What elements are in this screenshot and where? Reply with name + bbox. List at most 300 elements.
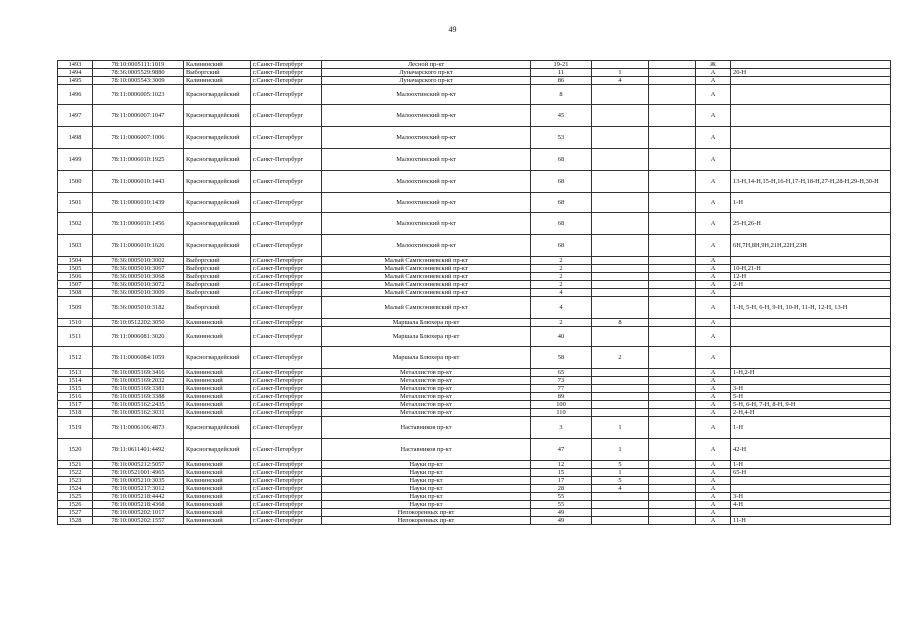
street-cell: Непокоренных пр-кт [322, 517, 531, 525]
premises-cell [731, 105, 891, 127]
premises-cell: 42-Н [731, 439, 891, 461]
district-cell: Красногвардейский [184, 439, 251, 461]
premises-cell: 2-Н,4-Н [731, 409, 891, 417]
district-cell: Калининский [184, 77, 251, 85]
extra-cell [649, 493, 696, 501]
cadastral-number-cell: 78:11:0006010:1456 [93, 213, 184, 235]
building-number-cell: 2 [592, 347, 649, 369]
row-number-cell: 1516 [58, 393, 93, 401]
street-cell: Малый Сампсониевский пр-кт [322, 289, 531, 297]
letter-cell: А [696, 235, 731, 257]
letter-cell: А [696, 281, 731, 289]
building-number-cell [592, 61, 649, 69]
table-row [58, 327, 891, 347]
house-number-cell: 4 [531, 297, 592, 319]
premises-cell: 4-Н [731, 501, 891, 509]
city-cell: г.Санкт-Петербург [251, 409, 322, 417]
table-row [58, 127, 891, 149]
extra-cell [649, 281, 696, 289]
premises-cell [731, 149, 891, 171]
house-number-cell: 68 [531, 171, 592, 193]
city-cell: г.Санкт-Петербург [251, 171, 322, 193]
building-number-cell: 1 [592, 417, 649, 439]
cadastral-number-cell: 78:11:0006005:1023 [93, 85, 184, 105]
city-cell: г.Санкт-Петербург [251, 77, 322, 85]
extra-cell [649, 369, 696, 377]
table-row [58, 105, 891, 127]
cadastral-number-cell: 78:36:0005010:3068 [93, 273, 184, 281]
city-cell: г.Санкт-Петербург [251, 257, 322, 265]
premises-cell [731, 289, 891, 297]
table-row [58, 347, 891, 369]
city-cell: г.Санкт-Петербург [251, 469, 322, 477]
cadastral-number-cell: 78:11:0006010:1925 [93, 149, 184, 171]
extra-cell [649, 273, 696, 281]
district-cell: Красногвардейский [184, 235, 251, 257]
row-number-cell: 1495 [58, 77, 93, 85]
cadastral-number-cell: 78:11:0006007:1006 [93, 127, 184, 149]
street-cell: Малоохтинский пр-кт [322, 105, 531, 127]
cadastral-number-cell: 78:36:0005529:9880 [93, 69, 184, 77]
extra-cell [649, 319, 696, 327]
house-number-cell: 100 [531, 401, 592, 409]
cadastral-number-cell: 78:10:0521001:4965 [93, 469, 184, 477]
extra-cell [649, 469, 696, 477]
building-number-cell [592, 401, 649, 409]
district-cell: Калининский [184, 477, 251, 485]
city-cell: г.Санкт-Петербург [251, 485, 322, 493]
city-cell: г.Санкт-Петербург [251, 235, 322, 257]
street-cell: Непокоренных пр-кт [322, 509, 531, 517]
building-number-cell [592, 281, 649, 289]
building-number-cell [592, 409, 649, 417]
extra-cell [649, 393, 696, 401]
street-cell: Малоохтинский пр-кт [322, 85, 531, 105]
extra-cell [649, 485, 696, 493]
cadastral-number-cell: 78:10:0005543:3009 [93, 77, 184, 85]
street-cell: Малоохтинский пр-кт [322, 149, 531, 171]
city-cell: г.Санкт-Петербург [251, 417, 322, 439]
premises-cell [731, 257, 891, 265]
letter-cell: А [696, 509, 731, 517]
premises-cell: 5-Н, 6-Н, 7-Н, 8-Н, 9-Н [731, 401, 891, 409]
row-number-cell: 1506 [58, 273, 93, 281]
extra-cell [649, 257, 696, 265]
letter-cell: А [696, 257, 731, 265]
cadastral-number-cell: 78:10:0005169:3388 [93, 393, 184, 401]
building-number-cell [592, 105, 649, 127]
district-cell: Красногвардейский [184, 417, 251, 439]
row-number-cell: 1522 [58, 469, 93, 477]
building-number-cell: 5 [592, 477, 649, 485]
district-cell: Калининский [184, 461, 251, 469]
house-number-cell: 53 [531, 127, 592, 149]
cadastral-number-cell: 78:11:0006010:1439 [93, 193, 184, 213]
district-cell: Калининский [184, 393, 251, 401]
row-number-cell: 1497 [58, 105, 93, 127]
district-cell: Калининский [184, 485, 251, 493]
street-cell: Науки пр-кт [322, 477, 531, 485]
cadastral-number-cell: 78:10:0005202:1017 [93, 509, 184, 517]
table-row [58, 477, 891, 485]
cadastral-number-cell: 78:10:0005162:2435 [93, 401, 184, 409]
premises-cell [731, 61, 891, 69]
extra-cell [649, 193, 696, 213]
district-cell: Выборгский [184, 257, 251, 265]
street-cell: Малый Сампсониевский пр-кт [322, 273, 531, 281]
table-row [58, 385, 891, 393]
district-cell: Красногвардейский [184, 85, 251, 105]
city-cell: г.Санкт-Петербург [251, 439, 322, 461]
house-number-cell: 2 [531, 273, 592, 281]
premises-cell [731, 319, 891, 327]
district-cell: Калининский [184, 469, 251, 477]
building-number-cell [592, 393, 649, 401]
letter-cell: А [696, 393, 731, 401]
extra-cell [649, 377, 696, 385]
street-cell: Металлистов пр-кт [322, 369, 531, 377]
letter-cell: А [696, 213, 731, 235]
street-cell: Наставников пр-кт [322, 417, 531, 439]
letter-cell: А [696, 347, 731, 369]
letter-cell: А [696, 297, 731, 319]
row-number-cell: 1494 [58, 69, 93, 77]
street-cell: Науки пр-кт [322, 501, 531, 509]
extra-cell [649, 105, 696, 127]
building-number-cell: 8 [592, 319, 649, 327]
row-number-cell: 1500 [58, 171, 93, 193]
table-row [58, 61, 891, 69]
district-cell: Красногвардейский [184, 149, 251, 171]
street-cell: Металлистов пр-кт [322, 385, 531, 393]
city-cell: г.Санкт-Петербург [251, 501, 322, 509]
street-cell: Науки пр-кт [322, 485, 531, 493]
street-cell: Металлистов пр-кт [322, 377, 531, 385]
house-number-cell: 2 [531, 265, 592, 273]
page-number: 49 [448, 25, 457, 34]
building-number-cell: 1 [592, 469, 649, 477]
letter-cell: А [696, 265, 731, 273]
letter-cell: А [696, 485, 731, 493]
letter-cell: А [696, 85, 731, 105]
cadastral-number-cell: 78:10:0005210:3035 [93, 477, 184, 485]
extra-cell [649, 85, 696, 105]
street-cell: Малоохтинский пр-кт [322, 193, 531, 213]
city-cell: г.Санкт-Петербург [251, 289, 322, 297]
cadastral-number-cell: 78:10:0005162:3031 [93, 409, 184, 417]
premises-cell: 1-Н [731, 193, 891, 213]
letter-cell: А [696, 409, 731, 417]
letter-cell: А [696, 469, 731, 477]
premises-cell: 5-Н [731, 393, 891, 401]
premises-cell: 6Н,7Н,8Н,9Н,21Н,22Н,23Н [731, 235, 891, 257]
letter-cell: А [696, 377, 731, 385]
table-row [58, 213, 891, 235]
extra-cell [649, 149, 696, 171]
extra-cell [649, 401, 696, 409]
street-cell: Малоохтинский пр-кт [322, 127, 531, 149]
district-cell: Калининский [184, 327, 251, 347]
table-row [58, 517, 891, 525]
premises-cell: 1-Н,2-Н [731, 369, 891, 377]
premises-cell: 1-Н [731, 417, 891, 439]
district-cell: Калининский [184, 385, 251, 393]
extra-cell [649, 297, 696, 319]
cadastral-number-cell: 78:36:0005010:3072 [93, 281, 184, 289]
extra-cell [649, 289, 696, 297]
extra-cell [649, 409, 696, 417]
cadastral-number-cell: 78:10:0005169:3416 [93, 369, 184, 377]
building-number-cell [592, 501, 649, 509]
house-number-cell: 4 [531, 289, 592, 297]
extra-cell [649, 347, 696, 369]
table-row [58, 469, 891, 477]
letter-cell: А [696, 289, 731, 297]
extra-cell [649, 265, 696, 273]
house-number-cell: 49 [531, 517, 592, 525]
table-row [58, 377, 891, 385]
table-row [58, 501, 891, 509]
house-number-cell: 12 [531, 461, 592, 469]
table-row [58, 281, 891, 289]
row-number-cell: 1498 [58, 127, 93, 149]
letter-cell: А [696, 439, 731, 461]
row-number-cell: 1507 [58, 281, 93, 289]
street-cell: Малый Сампсониевский пр-кт [322, 297, 531, 319]
house-number-cell: 8 [531, 85, 592, 105]
house-number-cell: 49 [531, 509, 592, 517]
district-cell: Калининский [184, 517, 251, 525]
premises-cell: 1-Н, 5-Н, 6-Н, 9-Н, 10-Н, 11-Н, 12-Н, 13-Н [731, 297, 891, 319]
extra-cell [649, 235, 696, 257]
table-row [58, 257, 891, 265]
table-row [58, 369, 891, 377]
house-number-cell: 86 [531, 77, 592, 85]
extra-cell [649, 61, 696, 69]
table-row [58, 297, 891, 319]
city-cell: г.Санкт-Петербург [251, 297, 322, 319]
street-cell: Металлистов пр-кт [322, 409, 531, 417]
city-cell: г.Санкт-Петербург [251, 273, 322, 281]
street-cell: Маршала Блюхера пр-кт [322, 319, 531, 327]
city-cell: г.Санкт-Петербург [251, 517, 322, 525]
city-cell: г.Санкт-Петербург [251, 69, 322, 77]
city-cell: г.Санкт-Петербург [251, 213, 322, 235]
row-number-cell: 1519 [58, 417, 93, 439]
letter-cell: А [696, 517, 731, 525]
district-cell: Красногвардейский [184, 171, 251, 193]
cadastral-number-cell: 78:36:0005010:3067 [93, 265, 184, 273]
building-number-cell [592, 235, 649, 257]
house-number-cell: 73 [531, 377, 592, 385]
letter-cell: А [696, 193, 731, 213]
street-cell: Науки пр-кт [322, 461, 531, 469]
letter-cell: А [696, 319, 731, 327]
cadastral-number-cell: 78:10:0005169:2032 [93, 377, 184, 385]
house-number-cell: 77 [531, 385, 592, 393]
letter-cell: А [696, 69, 731, 77]
table-row [58, 409, 891, 417]
row-number-cell: 1504 [58, 257, 93, 265]
premises-cell: 3-Н [731, 385, 891, 393]
row-number-cell: 1526 [58, 501, 93, 509]
row-number-cell: 1514 [58, 377, 93, 385]
street-cell: Металлистов пр-кт [322, 401, 531, 409]
house-number-cell: 68 [531, 213, 592, 235]
district-cell: Калининский [184, 369, 251, 377]
district-cell: Красногвардейский [184, 193, 251, 213]
city-cell: г.Санкт-Петербург [251, 281, 322, 289]
building-number-cell [592, 377, 649, 385]
house-number-cell: 47 [531, 439, 592, 461]
district-cell: Выборгский [184, 69, 251, 77]
row-number-cell: 1511 [58, 327, 93, 347]
table-row [58, 493, 891, 501]
house-number-cell: 68 [531, 235, 592, 257]
extra-cell [649, 327, 696, 347]
premises-cell: 1-Н [731, 461, 891, 469]
row-number-cell: 1505 [58, 265, 93, 273]
city-cell: г.Санкт-Петербург [251, 319, 322, 327]
house-number-cell: 40 [531, 327, 592, 347]
table-row [58, 461, 891, 469]
table-row [58, 417, 891, 439]
building-number-cell: 1 [592, 69, 649, 77]
city-cell: г.Санкт-Петербург [251, 493, 322, 501]
house-number-cell: 2 [531, 257, 592, 265]
district-cell: Калининский [184, 409, 251, 417]
premises-cell [731, 477, 891, 485]
district-cell: Красногвардейский [184, 347, 251, 369]
street-cell: Науки пр-кт [322, 469, 531, 477]
cadastral-number-cell: 78:10:0005218:4442 [93, 493, 184, 501]
house-number-cell: 3 [531, 417, 592, 439]
cadastral-number-cell: 78:36:0005010:3002 [93, 257, 184, 265]
district-cell: Выборгский [184, 281, 251, 289]
building-number-cell [592, 369, 649, 377]
row-number-cell: 1517 [58, 401, 93, 409]
city-cell: г.Санкт-Петербург [251, 105, 322, 127]
table-row [58, 393, 891, 401]
building-number-cell [592, 273, 649, 281]
table-row [58, 319, 891, 327]
street-cell: Наставников пр-кт [322, 439, 531, 461]
street-cell: Малоохтинский пр-кт [322, 171, 531, 193]
row-number-cell: 1518 [58, 409, 93, 417]
building-number-cell [592, 193, 649, 213]
house-number-cell: 110 [531, 409, 592, 417]
premises-cell [731, 85, 891, 105]
building-number-cell [592, 517, 649, 525]
building-number-cell [592, 493, 649, 501]
table-row [58, 289, 891, 297]
premises-cell: 20-Н [731, 69, 891, 77]
building-number-cell [592, 213, 649, 235]
building-number-cell: 4 [592, 77, 649, 85]
table-row [58, 69, 891, 77]
building-number-cell: 5 [592, 461, 649, 469]
row-number-cell: 1521 [58, 461, 93, 469]
house-number-cell: 58 [531, 347, 592, 369]
street-cell: Луначарского пр-кт [322, 69, 531, 77]
letter-cell: А [696, 77, 731, 85]
district-cell: Калининский [184, 501, 251, 509]
extra-cell [649, 461, 696, 469]
row-number-cell: 1503 [58, 235, 93, 257]
row-number-cell: 1520 [58, 439, 93, 461]
letter-cell: А [696, 477, 731, 485]
cadastral-number-cell: 78:10:0005111:1019 [93, 61, 184, 69]
house-number-cell: 11 [531, 69, 592, 77]
building-number-cell [592, 257, 649, 265]
building-number-cell [592, 289, 649, 297]
row-number-cell: 1499 [58, 149, 93, 171]
house-number-cell: 65 [531, 369, 592, 377]
premises-cell [731, 509, 891, 517]
district-cell: Калининский [184, 509, 251, 517]
cadastral-number-cell: 78:10:0005218:4368 [93, 501, 184, 509]
city-cell: г.Санкт-Петербург [251, 85, 322, 105]
table-row [58, 485, 891, 493]
building-number-cell [592, 265, 649, 273]
table-row [58, 149, 891, 171]
premises-cell [731, 347, 891, 369]
extra-cell [649, 439, 696, 461]
cadastral-number-cell: 78:10:0512202:3050 [93, 319, 184, 327]
letter-cell: А [696, 171, 731, 193]
house-number-cell: 68 [531, 149, 592, 171]
extra-cell [649, 213, 696, 235]
house-number-cell: 55 [531, 501, 592, 509]
letter-cell: А [696, 127, 731, 149]
extra-cell [649, 509, 696, 517]
street-cell: Маршала Блюхера пр-кт [322, 327, 531, 347]
table-row [58, 235, 891, 257]
table-row [58, 401, 891, 409]
district-cell: Выборгский [184, 273, 251, 281]
district-cell: Красногвардейский [184, 213, 251, 235]
letter-cell: А [696, 105, 731, 127]
street-cell: Малоохтинский пр-кт [322, 213, 531, 235]
city-cell: г.Санкт-Петербург [251, 347, 322, 369]
house-number-cell: 89 [531, 393, 592, 401]
street-cell: Малоохтинский пр-кт [322, 235, 531, 257]
district-cell: Калининский [184, 493, 251, 501]
city-cell: г.Санкт-Петербург [251, 377, 322, 385]
table-row [58, 171, 891, 193]
letter-cell: А [696, 501, 731, 509]
letter-cell: А [696, 417, 731, 439]
street-cell: Металлистов пр-кт [322, 393, 531, 401]
property-registry-table [57, 60, 891, 525]
district-cell: Калининский [184, 401, 251, 409]
table-row [58, 265, 891, 273]
district-cell: Красногвардейский [184, 105, 251, 127]
row-number-cell: 1493 [58, 61, 93, 69]
extra-cell [649, 417, 696, 439]
building-number-cell [592, 327, 649, 347]
city-cell: г.Санкт-Петербург [251, 149, 322, 171]
building-number-cell [592, 385, 649, 393]
extra-cell [649, 127, 696, 149]
city-cell: г.Санкт-Петербург [251, 385, 322, 393]
house-number-cell: 28 [531, 485, 592, 493]
cadastral-number-cell: 78:10:0005202:1557 [93, 517, 184, 525]
letter-cell: А [696, 493, 731, 501]
city-cell: г.Санкт-Петербург [251, 327, 322, 347]
city-cell: г.Санкт-Петербург [251, 393, 322, 401]
district-cell: Выборгский [184, 297, 251, 319]
